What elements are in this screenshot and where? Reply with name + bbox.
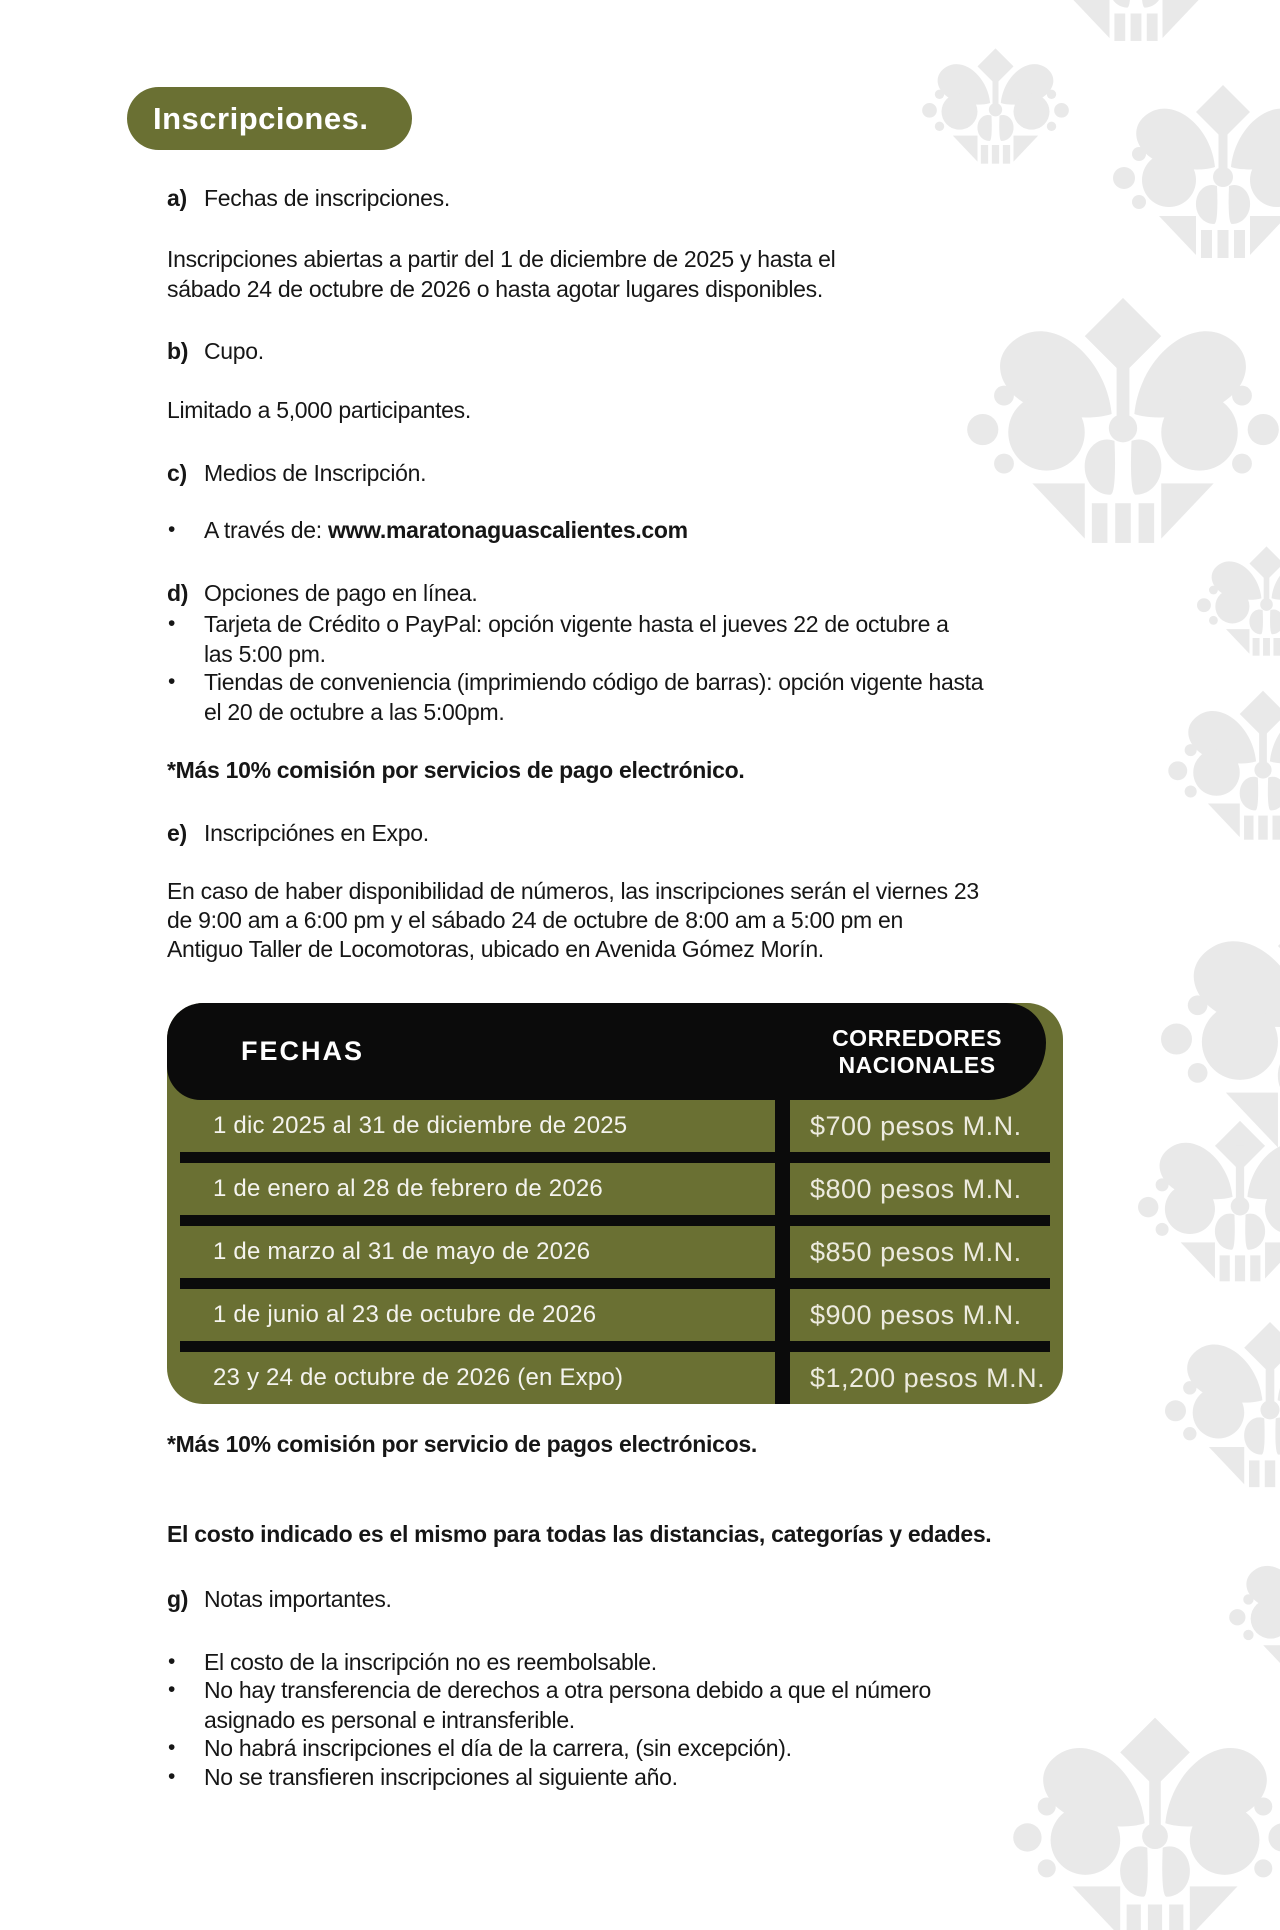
item-b-label: b) <box>167 338 189 364</box>
text-line: Inscripciones abiertas a partir del 1 de diciembre de 2025 y hasta el <box>167 246 836 272</box>
row-separator <box>790 1341 1050 1352</box>
text-line: sábado 24 de octubre de 2026 o hasta agotar lugares disponibles. <box>167 276 823 302</box>
bullet-text <box>204 1762 678 1792</box>
paragraph-cupo <box>167 395 471 425</box>
text-line: No habrá inscripciones el día de la carrera, (sin excepción). <box>204 1735 792 1761</box>
bullet-icon: • <box>168 518 176 541</box>
table-row <box>167 1289 1063 1341</box>
bullet-text <box>204 1675 931 1735</box>
item-a-title: Fechas de inscripciones. <box>204 185 450 211</box>
price-table-header <box>167 1003 1046 1100</box>
item-e-heading <box>167 818 429 848</box>
section-title-pill <box>127 87 412 150</box>
flower-motif-icon <box>1197 545 1280 659</box>
row-separator <box>180 1341 775 1352</box>
bullet-tiendas <box>168 667 983 727</box>
bullet-website <box>168 515 688 545</box>
price-note: El costo indicado es el mismo para todas las distancias, categorías y edades. <box>167 1521 992 1547</box>
row-price: $1,200 pesos M.N. <box>810 1363 1046 1393</box>
row-date: 1 de enero al 28 de febrero de 2026 <box>213 1175 603 1202</box>
item-c-label: c) <box>167 460 187 486</box>
text-line: Tiendas de conveniencia (imprimiendo código de barras): opción vigente hasta <box>204 669 984 695</box>
row-separator <box>790 1152 1050 1163</box>
page-title: Inscripciones. <box>153 101 369 136</box>
text-line: asignado es personal e intransferible. <box>204 1707 575 1733</box>
item-g-title: Notas importantes. <box>204 1586 392 1612</box>
item-c-heading <box>167 458 426 488</box>
text-line: El costo de la inscripción no es reembolsable. <box>204 1649 657 1675</box>
column-header-corredores <box>807 1025 1027 1079</box>
flower-motif-icon <box>1168 689 1280 844</box>
fee-note-table: *Más 10% comisión por servicio de pagos electrónicos. <box>167 1431 757 1457</box>
row-price: $700 pesos M.N. <box>810 1111 1022 1141</box>
text-line: el 20 de octubre a las 5:00pm. <box>204 699 505 725</box>
table-row <box>167 1226 1063 1278</box>
item-d-heading <box>167 578 478 608</box>
bullet-text <box>204 1647 657 1677</box>
flower-motif-icon <box>1013 1715 1280 1930</box>
row-date: 1 de junio al 23 de octubre de 2026 <box>213 1301 597 1328</box>
row-price: $900 pesos M.N. <box>810 1300 1022 1330</box>
text-line: NACIONALES <box>838 1052 996 1078</box>
flower-motif-icon <box>1229 1547 1280 1680</box>
flower-motif-icon <box>1165 1320 1280 1492</box>
row-date: 23 y 24 de octubre de 2026 (en Expo) <box>213 1364 624 1391</box>
row-price: $850 pesos M.N. <box>810 1237 1022 1267</box>
bullet-icon: • <box>168 670 176 693</box>
price-table <box>167 1003 1063 1404</box>
text-line: Antiguo Taller de Locomotoras, ubicado en Avenida Gómez Morín. <box>167 936 824 962</box>
text-line: En caso de haber disponibilidad de números, las inscripciones serán el viernes 23 <box>167 878 979 904</box>
bullet-icon: • <box>168 612 176 635</box>
item-c-title: Medios de Inscripción. <box>204 460 427 486</box>
text-line: las 5:00 pm. <box>204 641 326 667</box>
item-e-label: e) <box>167 820 187 846</box>
bullet-icon: • <box>168 1736 176 1759</box>
text-line: Limitado a 5,000 participantes. <box>167 397 471 423</box>
row-date: 1 dic 2025 al 31 de diciembre de 2025 <box>213 1112 628 1139</box>
website-link[interactable]: www.maratonaguascalientes.com <box>327 517 688 543</box>
column-header-fechas: FECHAS <box>241 1036 365 1066</box>
item-d-title: Opciones de pago en línea. <box>204 580 478 606</box>
row-separator <box>180 1215 775 1226</box>
note-item <box>168 1675 931 1735</box>
item-b-heading <box>167 336 264 366</box>
text-line: No se transfieren inscripciones al siguiente año. <box>204 1764 678 1790</box>
bullet-icon: • <box>168 1765 176 1788</box>
row-date: 1 de marzo al 31 de mayo de 2026 <box>213 1238 591 1265</box>
flower-motif-icon <box>1113 83 1280 263</box>
text-line: CORREDORES <box>832 1025 1002 1051</box>
item-a-label: a) <box>167 185 187 211</box>
item-g-heading <box>167 1584 392 1614</box>
item-e-title: Inscripciónes en Expo. <box>204 820 429 846</box>
row-separator <box>790 1278 1050 1289</box>
bullet-tarjeta <box>168 609 949 669</box>
text-line: de 9:00 am a 6:00 pm y el sábado 24 de octubre de 8:00 am a 5:00 pm en <box>167 907 903 933</box>
bullet-icon: • <box>168 1650 176 1673</box>
bullet-text <box>204 1733 792 1763</box>
text-line: No hay transferencia de derechos a otra persona debido a que el número <box>204 1677 931 1703</box>
flower-motif-icon <box>967 295 1279 550</box>
paragraph-expo <box>167 877 979 964</box>
item-d-label: d) <box>167 580 189 606</box>
bullet-text <box>204 515 688 545</box>
bullet-text <box>204 667 983 727</box>
note-item <box>168 1647 657 1677</box>
flower-motif-icon <box>922 47 1069 167</box>
paragraph-fechas <box>167 244 835 304</box>
bullet-text <box>204 609 949 669</box>
note-item <box>168 1733 792 1763</box>
item-b-title: Cupo. <box>204 338 264 364</box>
note-item <box>168 1762 678 1792</box>
item-g-label: g) <box>167 1586 189 1612</box>
table-row <box>167 1100 1063 1152</box>
flower-motif-icon <box>1138 1119 1280 1286</box>
bullet-icon: • <box>168 1678 176 1701</box>
row-separator <box>180 1152 775 1163</box>
table-row <box>167 1163 1063 1215</box>
item-a-heading <box>167 183 450 213</box>
row-separator <box>790 1215 1050 1226</box>
text-line: Tarjeta de Crédito o PayPal: opción vigente hasta el jueves 22 de octubre a <box>204 611 949 637</box>
row-price: $800 pesos M.N. <box>810 1174 1022 1204</box>
row-separator <box>180 1278 775 1289</box>
fee-note-online: *Más 10% comisión por servicios de pago electrónico. <box>167 757 745 783</box>
table-row <box>167 1352 1063 1404</box>
flower-motif-icon <box>1028 0 1244 46</box>
website-prefix: A través de: <box>204 517 328 543</box>
